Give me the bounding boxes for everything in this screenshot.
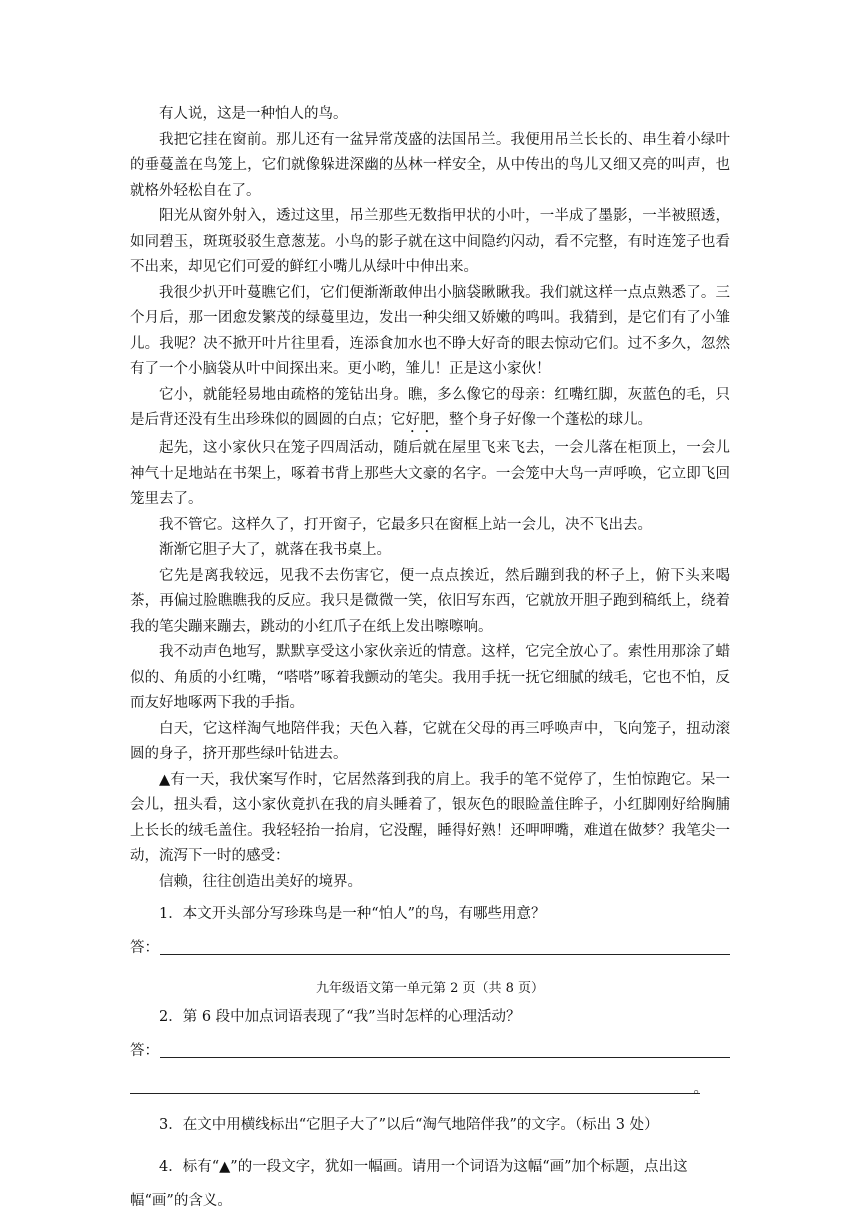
answer-label: 答： bbox=[130, 1043, 159, 1059]
answer-end-period: 。 bbox=[693, 1081, 708, 1097]
paragraph-11: 白天，它这样淘气地陪伴我；天色入暮，它就在父母的再三呼唤声中，飞向笼子，扭动滚圆的身子，挤开那些绿叶钻进去。 bbox=[130, 720, 730, 762]
paragraph-13: 信赖，往往创造出美好的境界。 bbox=[159, 873, 362, 890]
paragraph-8: 渐渐它胆子大了，就落在我书桌上。 bbox=[159, 542, 391, 558]
answer-2-row[interactable] bbox=[130, 1030, 730, 1064]
passage bbox=[130, 102, 730, 1218]
answer-1-row[interactable] bbox=[130, 927, 730, 961]
question-3: 3．在文中用横线标出“它胆子大了”以后“淘气地陪伴我”的文字。（标出 3 处） bbox=[159, 1117, 659, 1133]
paragraph-12: ▲有一天，我伏案写作时，它居然落到我的肩上。我手的笔不觉停了，生怕惊跑它。呆一会儿，扭头看，这小家伙竟扒在我的肩头睡着了，银灰色的眼睑盖住眸子，小红脚刚好给胸脯上长长的绒毛盖住。我轻轻抬一抬肩，它没醒，睡得好熟！还呷呷嘴，难道在做梦？我笔尖一动，流泻下一时的感受： bbox=[130, 771, 730, 864]
answer-label: 答： bbox=[130, 940, 159, 956]
paragraph-2: 我把它挂在窗前。那儿还有一盆异常茂盛的法国吊兰。我便用吊兰长长的、串生着小绿叶的垂蔓盖在鸟笼上，它们就像躲进深幽的丛林一样安全，从中传出的鸟儿又细又亮的叫声，也就格外轻松自在了。 bbox=[130, 131, 730, 199]
paragraph-6: 起先，这小家伙只在笼子四周活动，随后就在屋里飞来飞去，一会儿落在柜顶上，一会儿神气十足地站在书架上，啄着书背上那些大文豪的名字。一会笼中大鸟一声呼唤，它立即飞回笼里去了。 bbox=[130, 440, 730, 507]
page-footer: 九年级语文第一单元第 2 页（共 8 页） bbox=[315, 981, 545, 996]
paragraph-10: 我不动声色地写，默默享受这小家伙亲近的情意。这样，它完全放心了。索性用那涂了蜡似的、角质的小红嘴，“嗒嗒”啄着我颤动的笔尖。我用手抚一抚它细腻的绒毛，它也不怕，反而友好地啄两下我的手指。 bbox=[130, 644, 730, 711]
paragraph-5-before: 它小，就能轻易地由疏格的笼钻出身。瞧，多么像它的母亲：红嘴红脚，灰蓝色的毛，只是后背还没有生出珍珠似的圆圆的白点；它 bbox=[130, 386, 730, 428]
question-1: 1．本文开头部分写珍珠鸟是一种“怕人”的鸟，有哪些用意？ bbox=[159, 906, 546, 922]
paragraph-9: 它先是离我较远，见我不去伤害它，便一点点挨近，然后蹦到我的杯子上，俯下头来喝茶，再偏过脸瞧瞧我的反应。我只是微微一笑，依旧写东西，它就放开胆子跑到稿纸上，绕着我的笔尖蹦来蹦去，跳动的小红爪子在纸上发出嚓嚓响。 bbox=[130, 567, 730, 635]
answer-2-row-2[interactable] bbox=[130, 1064, 730, 1100]
paragraph-5-after: ，整个身子好像一个蓬松的球儿。 bbox=[434, 412, 652, 428]
paragraph-5 bbox=[130, 383, 730, 437]
question-2: 2．第 6 段中加点词语表现了“我”当时怎样的心理活动？ bbox=[159, 1009, 521, 1025]
paragraph-7: 我不管它。这样久了，打开窗子，它最多只在窗框上站一会儿，决不飞出去。 bbox=[159, 516, 652, 533]
answer-line[interactable] bbox=[160, 1057, 730, 1058]
paragraph-1: 有人说，这是一种怕人的鸟。 bbox=[159, 106, 348, 122]
paragraph-4: 我很少扒开叶蔓瞧它们，它们便渐渐敢伸出小脑袋瞅瞅我。我们就这样一点点熟悉了。三个月后，那一团愈发繁茂的绿蔓里边，发出一种尖细又娇嫩的鸣叫。我猜到，是它们有了小雏儿。我呢？决不掀开叶片往里看，连添食加水也不睁大好奇的眼去惊动它们。过不多久，忽然有了一个小脑袋从叶中间探出来。更小哟，雏儿！正是这小家伙！ bbox=[130, 284, 730, 377]
answer-line[interactable] bbox=[160, 954, 730, 955]
dotted-phrase: 好肥 bbox=[405, 412, 435, 428]
question-4: 4．标有“▲”的一段文字，犹如一幅画。请用一个词语为这幅“画”加个标题，点出这幅“画”的含义。 bbox=[130, 1159, 688, 1209]
paragraph-3: 阳光从窗外射入，透过这里，吊兰那些无数指甲状的小叶，一半成了墨影，一半被照透，如同碧玉，斑斑驳驳生意葱茏。小鸟的影子就在这中间隐约闪动，看不完整，有时连笼子也看不出来，却见它们可爱的鲜红小嘴儿从绿叶中伸出来。 bbox=[130, 208, 730, 275]
answer-line[interactable] bbox=[130, 1093, 700, 1094]
